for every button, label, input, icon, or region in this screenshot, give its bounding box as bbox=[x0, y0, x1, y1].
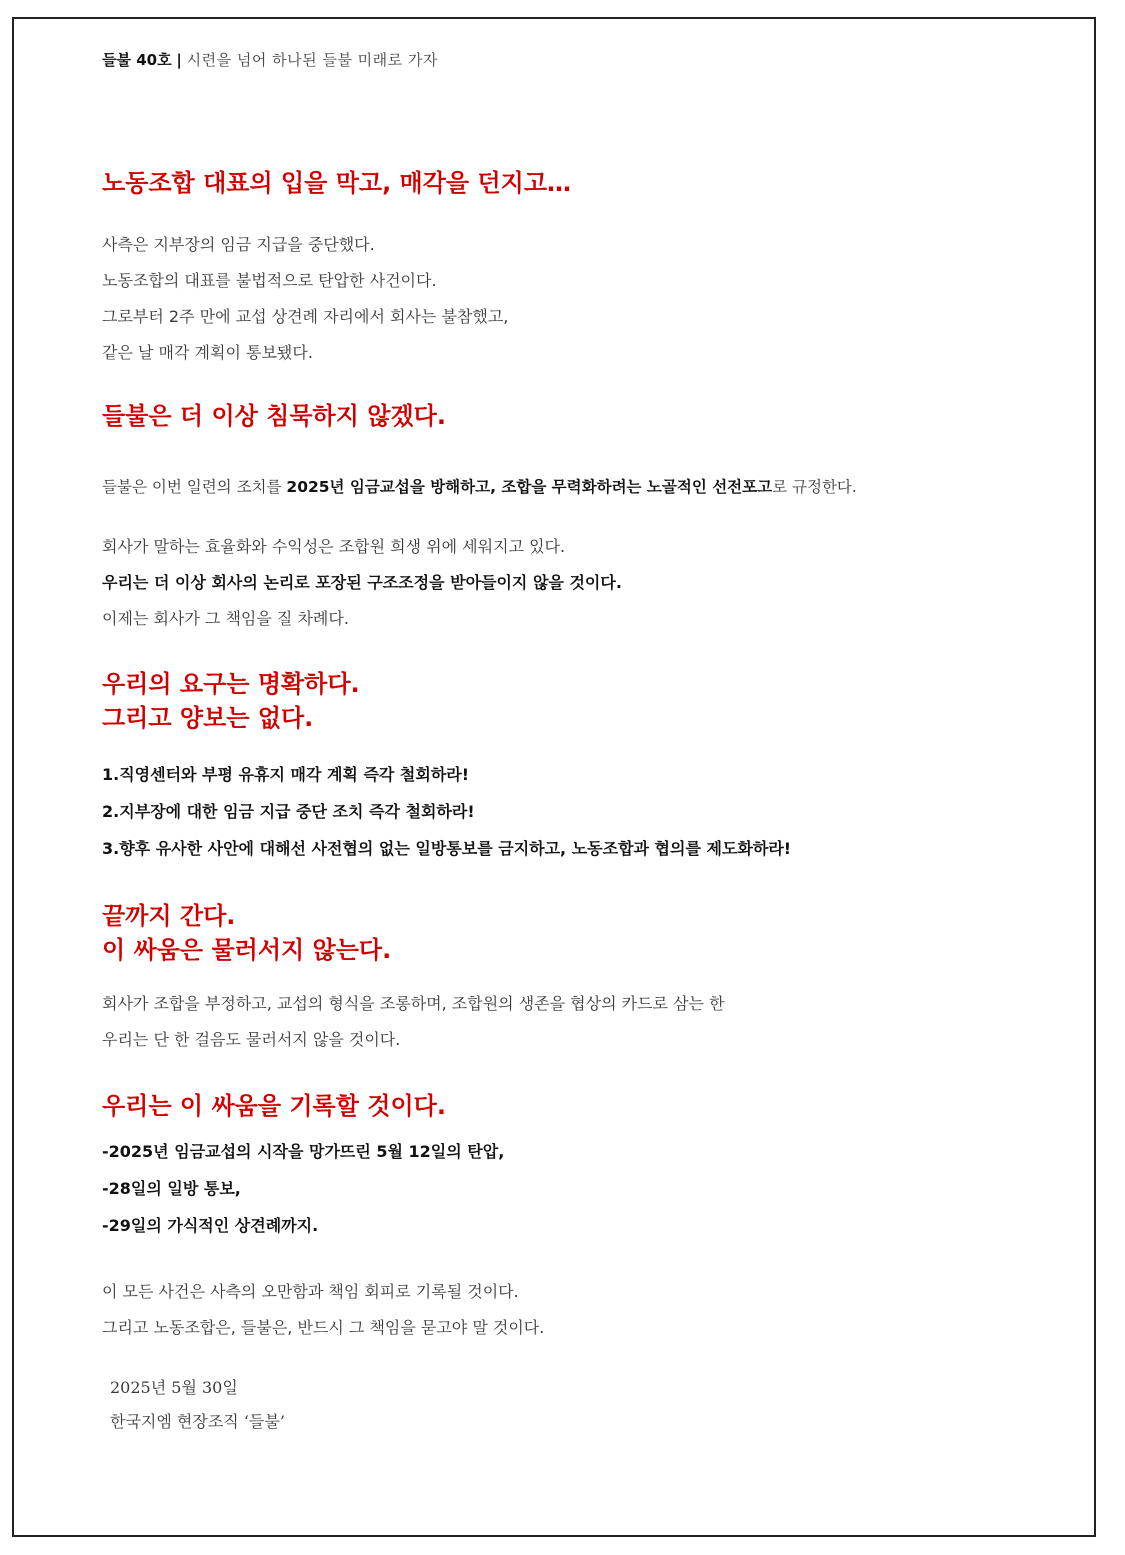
paragraph-line: 같은 날 매각 계획이 통보됐다. bbox=[102, 343, 313, 362]
paragraph-text: 들불은 이번 일련의 조치를 bbox=[102, 478, 287, 496]
document-page bbox=[12, 17, 1096, 1537]
paragraph-line: 우리는 단 한 걸음도 물러서지 않을 것이다. bbox=[102, 1030, 401, 1049]
title-line: 우리의 요구는 명확하다. bbox=[102, 670, 360, 698]
paragraph-line: 사측은 지부장의 임금 지급을 중단했다. bbox=[102, 235, 375, 254]
record-list bbox=[102, 1133, 504, 1244]
header-separator: | bbox=[176, 51, 182, 69]
paragraph-line: 그로부터 2주 만에 교섭 상견례 자리에서 회사는 불참했고, bbox=[102, 307, 509, 326]
demand-item: 1.직영센터와 부평 유휴지 매각 계획 즉각 철회하라! bbox=[102, 765, 470, 784]
record-item: -28일의 일방 통보, bbox=[102, 1179, 241, 1198]
closing-paragraph bbox=[102, 1274, 544, 1346]
demands-list bbox=[102, 756, 791, 867]
signature-block bbox=[110, 1371, 285, 1439]
paragraph-line: 이제는 회사가 그 책임을 질 차례다. bbox=[102, 609, 349, 628]
record-item: -2025년 임금교섭의 시작을 망가뜨린 5월 12일의 탄압, bbox=[102, 1142, 505, 1161]
header-slogan: 시련을 넘어 하나된 들불 미래로 가자 bbox=[186, 51, 438, 69]
record-item: -29일의 가식적인 상견례까지. bbox=[102, 1216, 319, 1235]
section1-title: 노동조합 대표의 입을 막고, 매각을 던지고… bbox=[102, 169, 572, 197]
paragraph-emphasis-line: 우리는 더 이상 회사의 논리로 포장된 구조조정을 받아들이지 않을 것이다. bbox=[102, 573, 622, 592]
title-line: 끝까지 간다. bbox=[102, 902, 236, 930]
paragraph-line: 이 모든 사건은 사측의 오만함과 책임 회피로 기록될 것이다. bbox=[102, 1282, 519, 1301]
paragraph-line: 그리고 노동조합은, 들불은, 반드시 그 책임을 묻고야 말 것이다. bbox=[102, 1318, 545, 1337]
paragraph-text: 로 규정한다. bbox=[772, 478, 857, 496]
paragraph-emphasis: 2025년 임금교섭을 방해하고, 조합을 무력화하려는 노골적인 선전포고 bbox=[286, 478, 773, 496]
issue-number: 들불 40호 bbox=[102, 51, 172, 69]
demand-item: 3.향후 유사한 사안에 대해선 사전협의 없는 일방통보를 금지하고, 노동조합과 협의를 제도화하라! bbox=[102, 839, 792, 858]
section2-paragraph2 bbox=[102, 529, 622, 637]
section2-title: 들불은 더 이상 침묵하지 않겠다. bbox=[102, 402, 446, 430]
section2-paragraph1 bbox=[102, 469, 857, 505]
paragraph-line: 회사가 조합을 부정하고, 교섭의 형식을 조롱하며, 조합원의 생존을 협상의 카드로 삼는 한 bbox=[102, 994, 725, 1013]
demand-item: 2.지부장에 대한 임금 지급 중단 조치 즉각 철회하라! bbox=[102, 802, 475, 821]
section4-body bbox=[102, 986, 725, 1058]
signature-date: 2025년 5월 30일 bbox=[110, 1378, 238, 1397]
paragraph-line: 노동조합의 대표를 불법적으로 탄압한 사건이다. bbox=[102, 271, 437, 290]
section1-body bbox=[102, 227, 508, 371]
signature-organization: 한국지엠 현장조직 ‘들불’ bbox=[110, 1412, 285, 1431]
section3-title bbox=[102, 667, 360, 735]
newsletter-header bbox=[102, 49, 438, 70]
section5-title: 우리는 이 싸움을 기록할 것이다. bbox=[102, 1092, 446, 1120]
title-line: 그리고 양보는 없다. bbox=[102, 704, 314, 732]
title-line: 이 싸움은 물러서지 않는다. bbox=[102, 936, 392, 964]
paragraph-line: 회사가 말하는 효율화와 수익성은 조합원 희생 위에 세워지고 있다. bbox=[102, 537, 566, 556]
section4-title bbox=[102, 899, 391, 967]
